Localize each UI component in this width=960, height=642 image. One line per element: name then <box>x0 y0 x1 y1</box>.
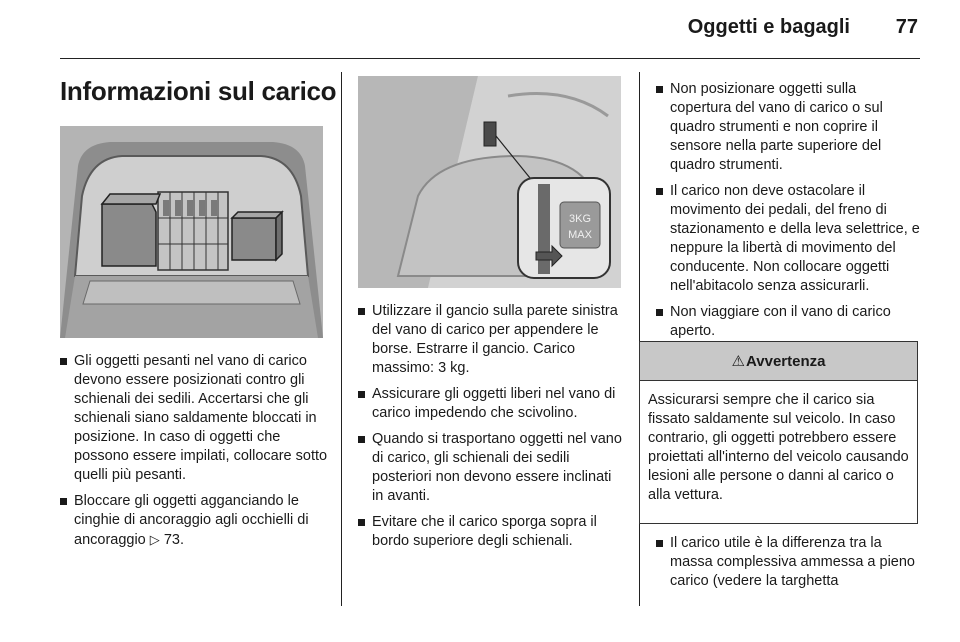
section-title: Informazioni sul carico <box>60 76 337 106</box>
header-title: Oggetti e bagagli <box>687 16 850 38</box>
list-item: Quando si trasportano oggetti nel vano di carico, gli schienali dei sedili posteriori non devono essere inclinati in avanti. <box>358 430 626 506</box>
list-item: Evitare che il carico sporga sopra il bordo superiore degli schienali. <box>358 513 626 551</box>
column-1-text <box>60 352 328 557</box>
column-3-bottom-text <box>656 534 920 598</box>
warning-title: Avvertenza <box>745 352 826 370</box>
list-item: Utilizzare il gancio sulla parete sinistra del vano di carico per appendere le borse. Estrarre il gancio. Carico massimo: 3 kg. <box>358 302 626 378</box>
warning-header <box>640 342 917 381</box>
page-number: 77 <box>895 16 918 38</box>
hook-label-weight: 3KG <box>568 213 592 225</box>
list-item: Il carico utile è la differenza tra la massa complessiva ammessa a pieno carico (vedere la targhetta <box>656 534 920 591</box>
header-rule <box>60 58 920 59</box>
cargo-boxes-illustration <box>60 126 323 338</box>
warning-text: Assicurarsi sempre che il carico sia fissato saldamente sul veicolo. In caso contrario, gli oggetti potrebbero essere proiettati all'interno del veicolo causando lesioni alle persone o danni al carico o alla vettura. <box>648 392 909 503</box>
cross-reference-page[interactable]: 73. <box>163 532 184 548</box>
column-divider <box>341 72 342 606</box>
list-item: Il carico non deve ostacolare il movimento dei pedali, del freno di stazionamento e della leva selettrice, e neppure la libertà di movimento del conducente. Non collocare oggetti nell'abitacolo senza assicurarli. <box>656 182 920 296</box>
list-item: Non viaggiare con il vano di carico aperto. <box>656 303 920 341</box>
list-item-text: Bloccare gli oggetti agganciando le cinghie di ancoraggio agli occhielli di ancoraggio <box>74 493 309 548</box>
warning-box <box>639 341 918 524</box>
column-2-text <box>358 302 626 558</box>
list-item: Assicurare gli oggetti liberi nel vano di carico impedendo che scivolino. <box>358 385 626 423</box>
column-3-text <box>656 80 920 348</box>
column-divider <box>639 72 640 606</box>
list-item <box>60 492 328 550</box>
bag-hook-illustration <box>358 76 621 288</box>
warning-triangle-icon: ⚠ <box>731 353 745 370</box>
hook-label-max: MAX <box>568 229 592 241</box>
list-item: Non posizionare oggetti sulla copertura del vano di carico o sul quadro strumenti e non coprire il sensore nella parte superiore del quadro strumenti. <box>656 80 920 175</box>
arrow-triangle-right-icon[interactable]: ▷ <box>149 532 160 547</box>
list-item: Gli oggetti pesanti nel vano di carico devono essere posizionati contro gli schienali dei sedili. Accertarsi che gli schienali siano saldamente bloccati in posizione. In caso di oggetti che possono essere impilati, collocare sotto quelli più pesanti. <box>60 352 328 485</box>
